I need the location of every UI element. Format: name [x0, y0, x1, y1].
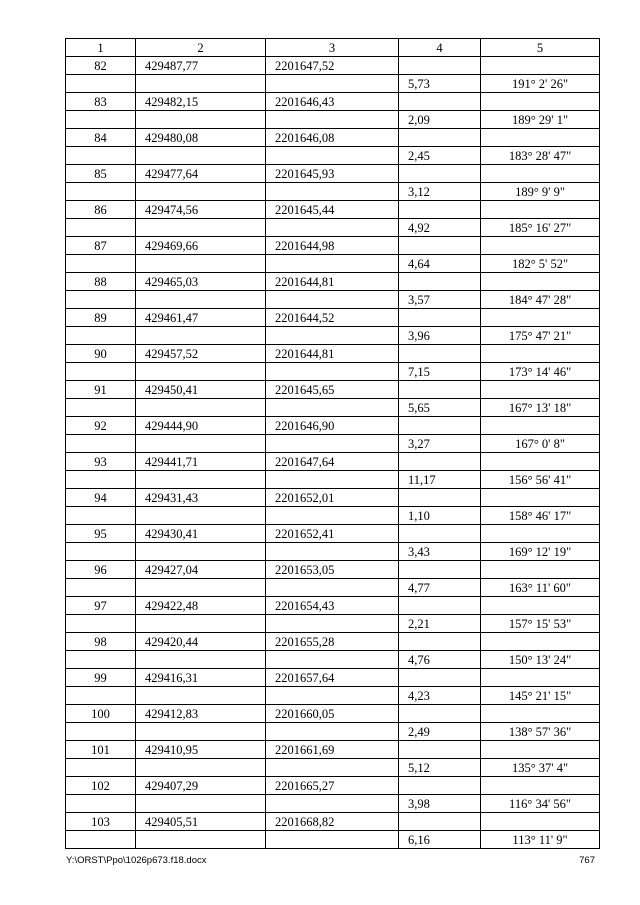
cell-direction-angle: 116° 34' 56" — [481, 795, 600, 813]
cell-segment-length: 2,45 — [399, 147, 481, 165]
cell-coordinate-y: 2201655,28 — [266, 633, 399, 651]
cell-direction-angle: 169° 12' 19" — [481, 543, 600, 561]
point-row — [66, 669, 600, 687]
cell-coordinate-x: 429469,66 — [136, 237, 266, 255]
cell-direction-angle: 184° 47' 28" — [481, 291, 600, 309]
cell-empty — [136, 795, 266, 813]
cell-empty — [399, 597, 481, 615]
cell-direction-angle: 157° 15' 53" — [481, 615, 600, 633]
cell-point-number: 99 — [66, 669, 136, 687]
cell-segment-length: 3,98 — [399, 795, 481, 813]
cell-segment-length: 2,49 — [399, 723, 481, 741]
cell-empty — [481, 129, 600, 147]
cell-direction-angle: 150° 13' 24" — [481, 651, 600, 669]
cell-empty — [266, 831, 399, 849]
point-row — [66, 741, 600, 759]
cell-segment-length: 11,17 — [399, 471, 481, 489]
cell-direction-angle: 189° 29' 1" — [481, 111, 600, 129]
cell-point-number: 102 — [66, 777, 136, 795]
cell-empty — [481, 165, 600, 183]
segment-row — [66, 507, 600, 525]
point-row — [66, 309, 600, 327]
cell-direction-angle: 182° 5' 52" — [481, 255, 600, 273]
cell-coordinate-y: 2201668,82 — [266, 813, 399, 831]
table-header-row — [66, 39, 600, 57]
cell-coordinate-y: 2201654,43 — [266, 597, 399, 615]
cell-empty — [266, 219, 399, 237]
cell-point-number: 95 — [66, 525, 136, 543]
cell-empty — [136, 687, 266, 705]
point-row — [66, 381, 600, 399]
cell-empty — [266, 471, 399, 489]
cell-empty — [266, 543, 399, 561]
cell-empty — [481, 561, 600, 579]
cell-coordinate-y: 2201646,90 — [266, 417, 399, 435]
cell-empty — [481, 273, 600, 291]
point-row — [66, 777, 600, 795]
table-body — [66, 57, 600, 849]
cell-empty — [399, 165, 481, 183]
cell-empty — [399, 777, 481, 795]
cell-empty — [66, 291, 136, 309]
cell-empty — [266, 75, 399, 93]
point-row — [66, 273, 600, 291]
cell-coordinate-y: 2201647,52 — [266, 57, 399, 75]
cell-segment-length: 3,43 — [399, 543, 481, 561]
cell-empty — [481, 417, 600, 435]
cell-coordinate-x: 429422,48 — [136, 597, 266, 615]
cell-coordinate-x: 429457,52 — [136, 345, 266, 363]
cell-coordinate-x: 429480,08 — [136, 129, 266, 147]
cell-empty — [266, 399, 399, 417]
cell-coordinate-x: 429430,41 — [136, 525, 266, 543]
cell-segment-length: 5,12 — [399, 759, 481, 777]
cell-empty — [266, 651, 399, 669]
cell-coordinate-x: 429444,90 — [136, 417, 266, 435]
cell-empty — [136, 615, 266, 633]
cell-empty — [266, 759, 399, 777]
cell-point-number: 89 — [66, 309, 136, 327]
segment-row — [66, 579, 600, 597]
cell-segment-length: 6,16 — [399, 831, 481, 849]
cell-empty — [136, 435, 266, 453]
cell-point-number: 92 — [66, 417, 136, 435]
cell-direction-angle: 158° 46' 17" — [481, 507, 600, 525]
cell-empty — [399, 273, 481, 291]
cell-coordinate-x: 429477,64 — [136, 165, 266, 183]
cell-empty — [66, 435, 136, 453]
segment-row — [66, 687, 600, 705]
cell-point-number: 93 — [66, 453, 136, 471]
cell-segment-length: 4,77 — [399, 579, 481, 597]
cell-empty — [136, 723, 266, 741]
cell-empty — [136, 651, 266, 669]
cell-empty — [136, 111, 266, 129]
cell-segment-length: 7,15 — [399, 363, 481, 381]
cell-direction-angle: 135° 37' 4" — [481, 759, 600, 777]
cell-empty — [266, 723, 399, 741]
cell-coordinate-x: 429465,03 — [136, 273, 266, 291]
cell-empty — [481, 93, 600, 111]
cell-segment-length: 4,76 — [399, 651, 481, 669]
cell-empty — [136, 183, 266, 201]
cell-point-number: 87 — [66, 237, 136, 255]
header-col-3: 3 — [266, 39, 399, 57]
cell-coordinate-y: 2201644,81 — [266, 345, 399, 363]
cell-empty — [266, 183, 399, 201]
cell-empty — [136, 831, 266, 849]
cell-empty — [481, 813, 600, 831]
cell-point-number: 85 — [66, 165, 136, 183]
cell-coordinate-x: 429405,51 — [136, 813, 266, 831]
cell-direction-angle: 145° 21' 15" — [481, 687, 600, 705]
cell-empty — [399, 705, 481, 723]
cell-segment-length: 3,96 — [399, 327, 481, 345]
point-row — [66, 453, 600, 471]
cell-empty — [66, 651, 136, 669]
cell-coordinate-x: 429487,77 — [136, 57, 266, 75]
cell-empty — [399, 417, 481, 435]
cell-empty — [399, 309, 481, 327]
segment-row — [66, 219, 600, 237]
segment-row — [66, 723, 600, 741]
cell-empty — [136, 471, 266, 489]
cell-point-number: 100 — [66, 705, 136, 723]
point-row — [66, 165, 600, 183]
cell-empty — [481, 237, 600, 255]
cell-empty — [136, 507, 266, 525]
point-row — [66, 57, 600, 75]
cell-empty — [136, 579, 266, 597]
cell-empty — [399, 129, 481, 147]
cell-point-number: 96 — [66, 561, 136, 579]
header-col-5: 5 — [481, 39, 600, 57]
cell-point-number: 97 — [66, 597, 136, 615]
segment-row — [66, 399, 600, 417]
cell-empty — [266, 435, 399, 453]
cell-empty — [399, 453, 481, 471]
cell-empty — [136, 291, 266, 309]
cell-coordinate-x: 429416,31 — [136, 669, 266, 687]
cell-direction-angle: 173° 14' 46" — [481, 363, 600, 381]
cell-empty — [399, 633, 481, 651]
cell-point-number: 101 — [66, 741, 136, 759]
cell-coordinate-y: 2201647,64 — [266, 453, 399, 471]
cell-coordinate-y: 2201644,81 — [266, 273, 399, 291]
segment-row — [66, 75, 600, 93]
segment-row — [66, 363, 600, 381]
cell-coordinate-y: 2201660,05 — [266, 705, 399, 723]
cell-segment-length: 3,27 — [399, 435, 481, 453]
segment-row — [66, 255, 600, 273]
cell-empty — [266, 291, 399, 309]
cell-direction-angle: 183° 28' 47" — [481, 147, 600, 165]
cell-coordinate-x: 429482,15 — [136, 93, 266, 111]
footer-file-path: Y:\ORST\Ppo\1026p673.f18.docx — [66, 855, 207, 866]
cell-coordinate-y: 2201665,27 — [266, 777, 399, 795]
cell-segment-length: 4,64 — [399, 255, 481, 273]
cell-empty — [481, 705, 600, 723]
cell-empty — [399, 489, 481, 507]
cell-empty — [399, 57, 481, 75]
cell-empty — [66, 183, 136, 201]
cell-empty — [481, 381, 600, 399]
cell-point-number: 103 — [66, 813, 136, 831]
cell-empty — [399, 237, 481, 255]
cell-empty — [266, 687, 399, 705]
cell-point-number: 86 — [66, 201, 136, 219]
cell-empty — [66, 75, 136, 93]
point-row — [66, 201, 600, 219]
cell-empty — [136, 759, 266, 777]
cell-empty — [266, 111, 399, 129]
cell-empty — [66, 507, 136, 525]
cell-point-number: 94 — [66, 489, 136, 507]
cell-empty — [481, 633, 600, 651]
cell-direction-angle: 189° 9' 9" — [481, 183, 600, 201]
cell-segment-length: 1,10 — [399, 507, 481, 525]
point-row — [66, 129, 600, 147]
cell-point-number: 98 — [66, 633, 136, 651]
header-col-4: 4 — [399, 39, 481, 57]
cell-segment-length: 3,57 — [399, 291, 481, 309]
segment-row — [66, 183, 600, 201]
cell-coordinate-y: 2201652,01 — [266, 489, 399, 507]
cell-empty — [136, 255, 266, 273]
cell-coordinate-y: 2201646,43 — [266, 93, 399, 111]
cell-empty — [399, 741, 481, 759]
cell-empty — [399, 525, 481, 543]
cell-segment-length: 3,12 — [399, 183, 481, 201]
cell-coordinate-y: 2201646,08 — [266, 129, 399, 147]
cell-empty — [266, 795, 399, 813]
cell-coordinate-x: 429407,29 — [136, 777, 266, 795]
cell-empty — [66, 219, 136, 237]
cell-empty — [399, 813, 481, 831]
segment-row — [66, 615, 600, 633]
cell-empty — [399, 201, 481, 219]
segment-row — [66, 759, 600, 777]
cell-direction-angle: 167° 0' 8" — [481, 435, 600, 453]
segment-row — [66, 111, 600, 129]
cell-direction-angle: 191° 2' 26" — [481, 75, 600, 93]
cell-coordinate-y: 2201657,64 — [266, 669, 399, 687]
cell-coordinate-y: 2201645,65 — [266, 381, 399, 399]
cell-empty — [481, 309, 600, 327]
header-col-1: 1 — [66, 39, 136, 57]
footer-page-number: 767 — [579, 855, 595, 866]
cell-empty — [399, 93, 481, 111]
cell-empty — [136, 399, 266, 417]
cell-empty — [481, 741, 600, 759]
cell-empty — [66, 543, 136, 561]
segment-row — [66, 291, 600, 309]
cell-point-number: 82 — [66, 57, 136, 75]
cell-direction-angle: 156° 56' 41" — [481, 471, 600, 489]
header-col-2: 2 — [136, 39, 266, 57]
cell-empty — [66, 399, 136, 417]
cell-point-number: 84 — [66, 129, 136, 147]
cell-empty — [481, 777, 600, 795]
cell-empty — [66, 111, 136, 129]
cell-coordinate-y: 2201644,98 — [266, 237, 399, 255]
cell-segment-length: 5,73 — [399, 75, 481, 93]
cell-empty — [66, 471, 136, 489]
segment-row — [66, 543, 600, 561]
cell-point-number: 88 — [66, 273, 136, 291]
segment-row — [66, 471, 600, 489]
cell-point-number: 91 — [66, 381, 136, 399]
cell-empty — [66, 615, 136, 633]
cell-empty — [399, 381, 481, 399]
cell-empty — [266, 615, 399, 633]
cell-point-number: 83 — [66, 93, 136, 111]
segment-row — [66, 831, 600, 849]
cell-empty — [481, 669, 600, 687]
cell-empty — [481, 453, 600, 471]
cell-empty — [481, 57, 600, 75]
cell-empty — [266, 147, 399, 165]
cell-empty — [481, 525, 600, 543]
cell-empty — [66, 795, 136, 813]
cell-coordinate-x: 429474,56 — [136, 201, 266, 219]
cell-coordinate-x: 429461,47 — [136, 309, 266, 327]
cell-coordinate-x: 429431,43 — [136, 489, 266, 507]
coordinates-table — [65, 38, 600, 849]
cell-empty — [136, 543, 266, 561]
cell-segment-length: 2,09 — [399, 111, 481, 129]
cell-empty — [136, 219, 266, 237]
cell-empty — [136, 75, 266, 93]
point-row — [66, 417, 600, 435]
cell-empty — [481, 201, 600, 219]
cell-direction-angle: 138° 57' 36" — [481, 723, 600, 741]
cell-coordinate-x: 429427,04 — [136, 561, 266, 579]
cell-empty — [66, 579, 136, 597]
cell-direction-angle: 167° 13' 18" — [481, 399, 600, 417]
cell-segment-length: 4,92 — [399, 219, 481, 237]
cell-segment-length: 2,21 — [399, 615, 481, 633]
cell-empty — [399, 345, 481, 363]
cell-coordinate-y: 2201645,44 — [266, 201, 399, 219]
point-row — [66, 561, 600, 579]
point-row — [66, 237, 600, 255]
cell-empty — [66, 327, 136, 345]
segment-row — [66, 147, 600, 165]
cell-empty — [481, 489, 600, 507]
cell-empty — [66, 147, 136, 165]
cell-coordinate-y: 2201645,93 — [266, 165, 399, 183]
cell-coordinate-y: 2201644,52 — [266, 309, 399, 327]
cell-empty — [266, 363, 399, 381]
segment-row — [66, 327, 600, 345]
cell-empty — [136, 147, 266, 165]
cell-direction-angle: 185° 16' 27" — [481, 219, 600, 237]
point-row — [66, 705, 600, 723]
cell-coordinate-x: 429441,71 — [136, 453, 266, 471]
cell-empty — [266, 327, 399, 345]
cell-point-number: 90 — [66, 345, 136, 363]
segment-row — [66, 795, 600, 813]
cell-empty — [481, 345, 600, 363]
point-row — [66, 597, 600, 615]
point-row — [66, 633, 600, 651]
cell-empty — [266, 255, 399, 273]
cell-empty — [66, 759, 136, 777]
cell-empty — [66, 363, 136, 381]
cell-coordinate-x: 429412,83 — [136, 705, 266, 723]
cell-empty — [136, 327, 266, 345]
point-row — [66, 525, 600, 543]
cell-empty — [481, 597, 600, 615]
cell-empty — [66, 255, 136, 273]
cell-empty — [266, 507, 399, 525]
cell-coordinate-y: 2201653,05 — [266, 561, 399, 579]
cell-coordinate-y: 2201652,41 — [266, 525, 399, 543]
cell-segment-length: 4,23 — [399, 687, 481, 705]
cell-coordinate-x: 429420,44 — [136, 633, 266, 651]
segment-row — [66, 435, 600, 453]
cell-empty — [66, 723, 136, 741]
cell-empty — [266, 579, 399, 597]
cell-coordinate-x: 429450,41 — [136, 381, 266, 399]
point-row — [66, 93, 600, 111]
point-row — [66, 489, 600, 507]
cell-empty — [66, 831, 136, 849]
cell-direction-angle: 163° 11' 60" — [481, 579, 600, 597]
point-row — [66, 345, 600, 363]
cell-empty — [136, 363, 266, 381]
cell-empty — [66, 687, 136, 705]
cell-empty — [399, 561, 481, 579]
segment-row — [66, 651, 600, 669]
cell-direction-angle: 175° 47' 21" — [481, 327, 600, 345]
cell-coordinate-y: 2201661,69 — [266, 741, 399, 759]
point-row — [66, 813, 600, 831]
cell-segment-length: 5,65 — [399, 399, 481, 417]
cell-coordinate-x: 429410,95 — [136, 741, 266, 759]
cell-direction-angle: 113° 11' 9" — [481, 831, 600, 849]
cell-empty — [399, 669, 481, 687]
